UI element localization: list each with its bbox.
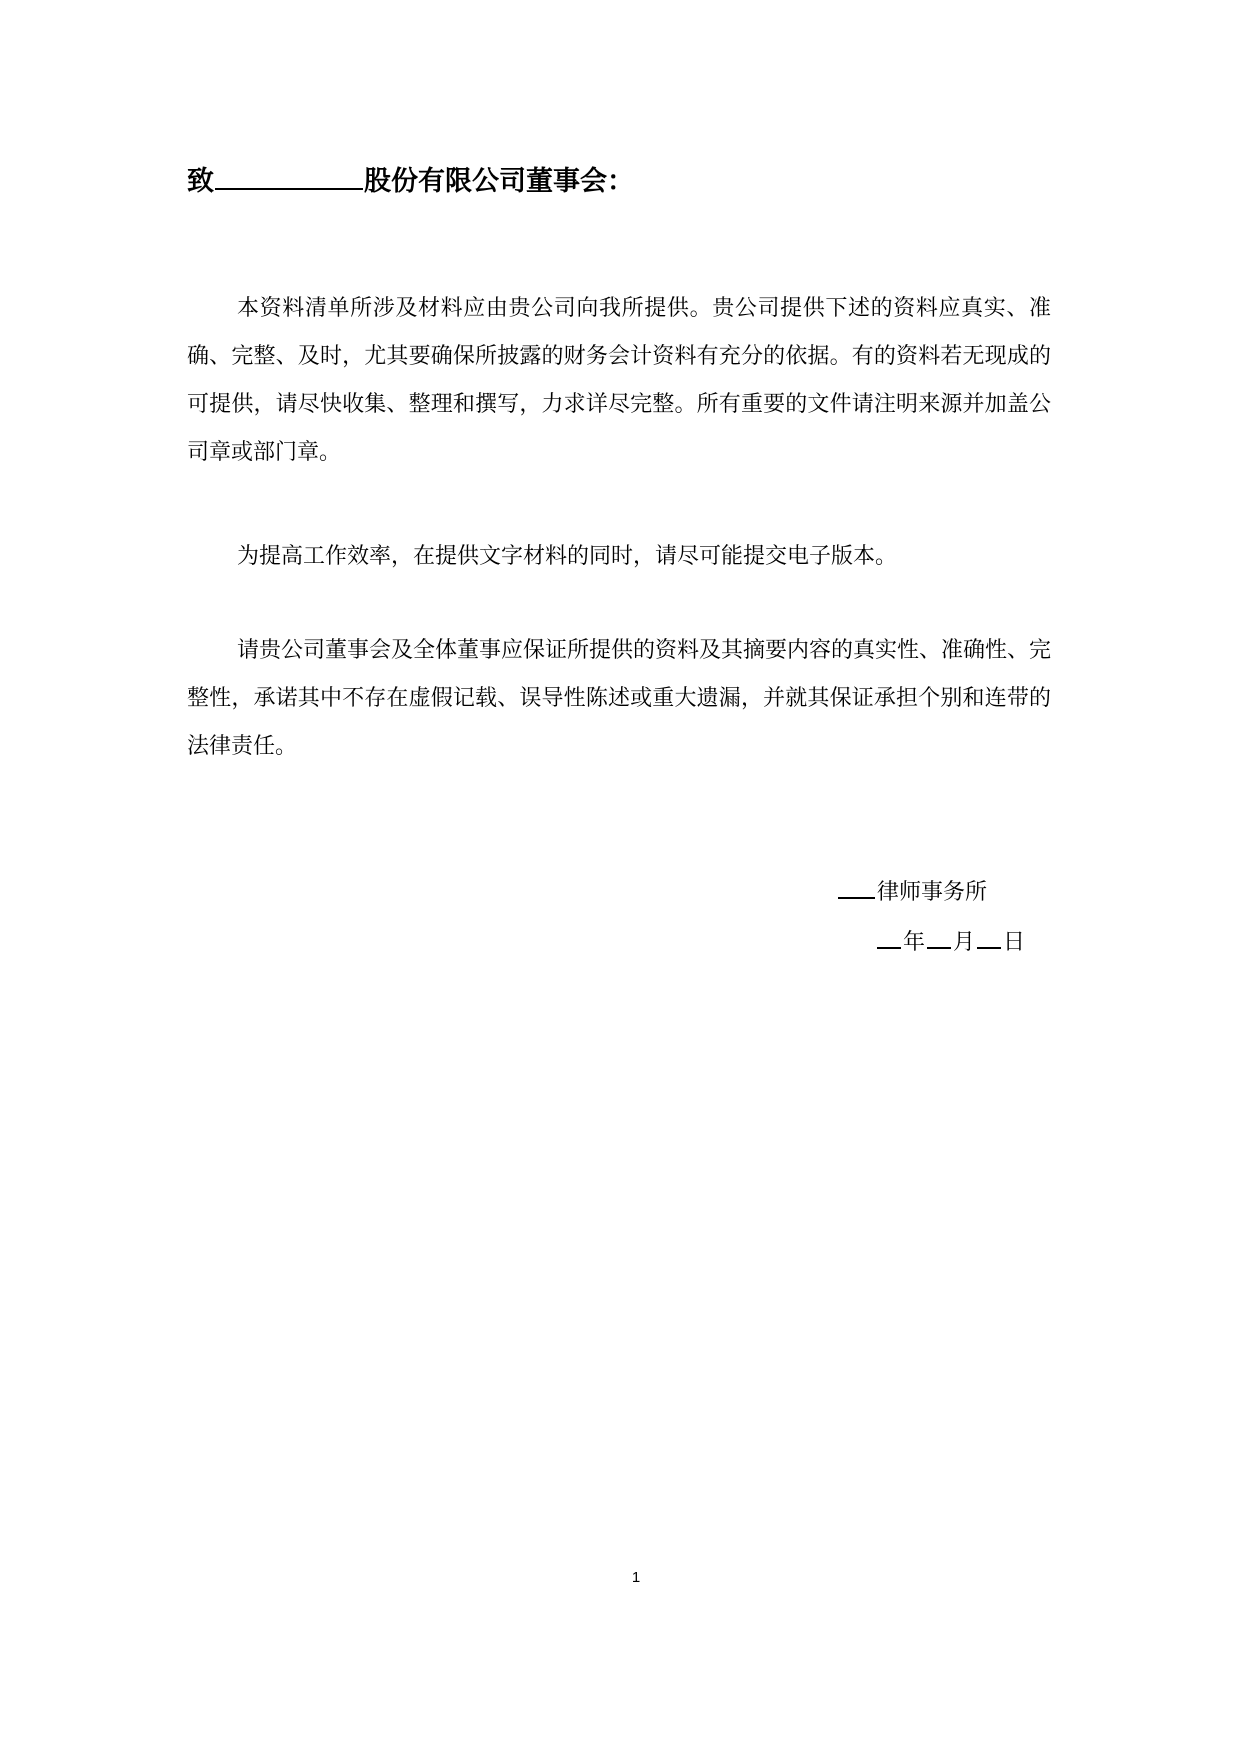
paragraph-electronic-version: 为提高工作效率，在提供文字材料的同时，请尽可能提交电子版本。 xyxy=(237,544,898,569)
month-blank xyxy=(927,925,951,949)
law-firm-signature xyxy=(838,873,987,913)
heading-suffix: 股份有限公司董事会： xyxy=(364,166,634,197)
company-name-blank xyxy=(215,160,363,190)
day-label: 日 xyxy=(1003,930,1026,955)
year-label: 年 xyxy=(903,930,926,955)
year-blank xyxy=(877,925,901,949)
day-blank xyxy=(977,925,1001,949)
month-label: 月 xyxy=(953,930,976,955)
addressee-heading xyxy=(187,160,634,202)
heading-prefix: 致 xyxy=(187,166,214,197)
page-number: 1 xyxy=(631,1569,641,1586)
signature-date xyxy=(875,923,1025,963)
firm-suffix: 律师事务所 xyxy=(877,880,988,905)
paragraph-board-guarantee: 请贵公司董事会及全体董事应保证所提供的资料及其摘要内容的真实性、准确性、完整性，承诺其中不存在虚假记载、误导性陈述或重大遗漏，并就其保证承担个别和连带的法律责任。 xyxy=(187,638,1052,759)
firm-name-blank xyxy=(838,875,875,899)
paragraph-materials-requirement: 本资料清单所涉及材料应由贵公司向我所提供。贵公司提供下述的资料应真实、准确、完整、及时，尤其要确保所披露的财务会计资料有充分的依据。有的资料若无现成的可提供，请尽快收集、整理和撰写，力求详尽完整。所有重要的文件请注明来源并加盖公司章或部门章。 xyxy=(187,296,1051,465)
